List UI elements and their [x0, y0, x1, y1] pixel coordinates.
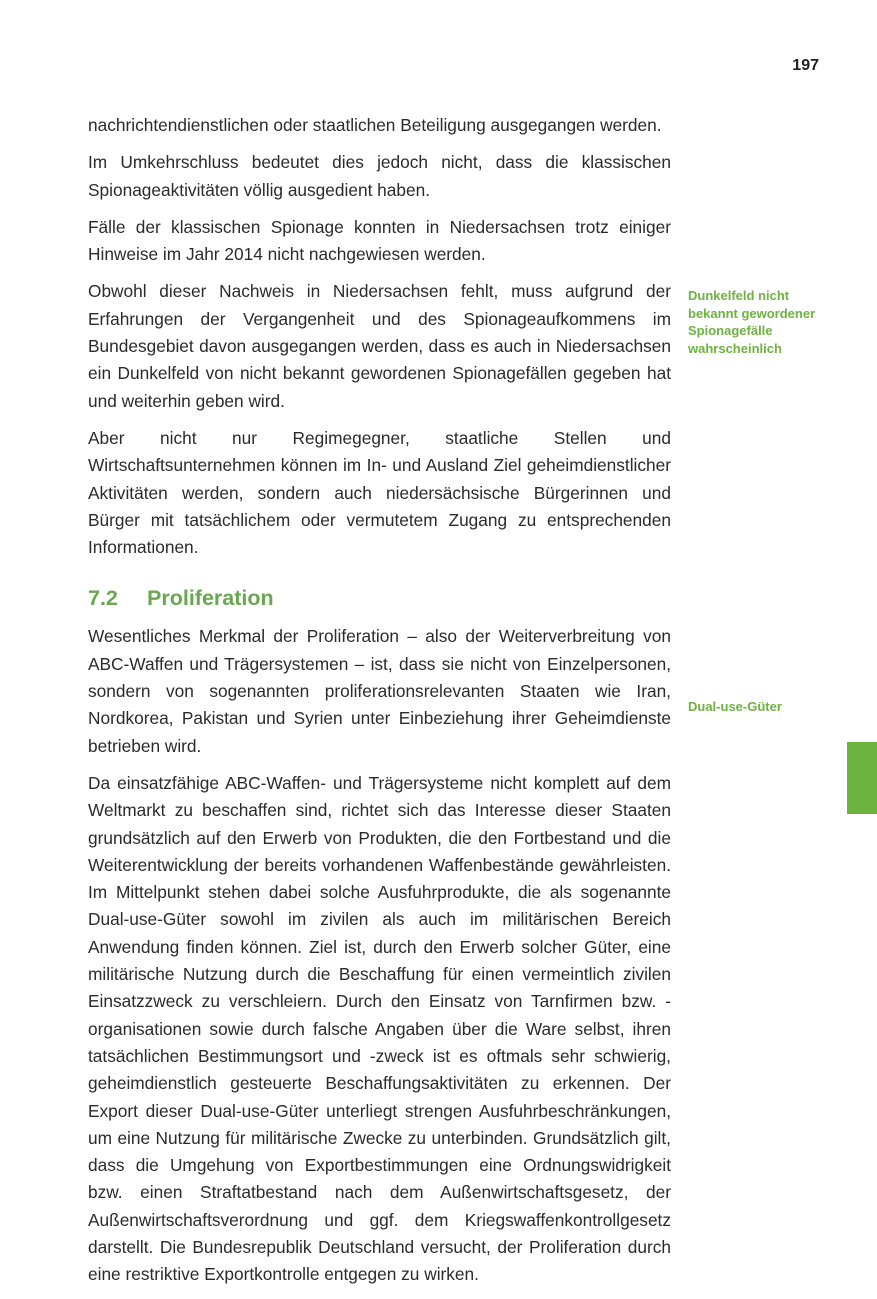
- paragraph: Obwohl dieser Nachweis in Niedersachsen fehlt, muss aufgrund der Erfahrungen der Vergangenheit und des Spionageaufkommens im Bundesgebiet davon ausgegangen werden, dass es auch in Niedersachsen ein Dunkelfeld von nicht bekannt gewordenen Spionagefällen gegeben hat und weiterhin geben wird.: [88, 281, 671, 411]
- section-title: Proliferation: [147, 586, 274, 611]
- page-number: 197: [792, 57, 819, 74]
- paragraph: Fälle der klassischen Spionage konnten in Niedersachsen trotz einiger Hinweise im Jahr 2014 nicht nachgewiesen werden.: [88, 216, 671, 265]
- paragraph: Da einsatzfähige ABC-Waffen- und Trägersysteme nicht komplett auf dem Weltmarkt zu beschaffen sind, richtet sich das Interesse dieser Staaten grundsätzlich auf den Erwerb von Produkten, die den Fortbestand und die Weiterentwicklung der bereits vorhandenen Waffenbestände gewährleisten. Im Mittelpunkt stehen dabei solche Ausfuhrprodukte, die als sogenannte Dual-use-Güter sowohl im zivilen als auch im militärischen Bereich Anwendung finden können. Ziel ist, durch den Erwerb solcher Güter, eine militärische Nutzung durch die Beschaffung für einen vermeintlich zivilen Einsatzzweck zu verschleiern. Durch den Einsatz von Tarnfirmen bzw. -organisationen sowie durch falsche Angaben über die Ware selbst, ihren tatsächlichen Bestimmungsort und -zweck ist es oftmals sehr schwierig, geheimdienstlich gesteuerte Beschaffungsaktivitäten zu erkennen. Der Export dieser Dual-use-Güter unterliegt strengen Ausfuhrbeschränkungen, um eine Nutzung für militärische Zwecke zu unterbinden. Grundsätzlich gilt, dass die Umgehung von Exportbestimmungen eine Ordnungswidrigkeit bzw. einen Straftatbestand nach dem Außenwirtschaftsgesetz, der Außenwirtschaftsverordnung und ggf. dem Kriegswaffenkontrollgesetz darstellt. Die Bundesrepublik Deutschland versucht, der Proliferation durch eine restriktive Exportkontrolle entgegen zu wirken.: [88, 772, 671, 1285]
- paragraph: Wesentliches Merkmal der Proliferation – also der Weiterverbreitung von ABC-Waffen und Trägersystemen – ist, dass sie nicht von Einzelpersonen, sondern von sogenannten proliferationsrelevanten Staaten wie Iran, Nordkorea, Pakistan und Syrien unter Einbeziehung ihrer Geheimdienste betrieben wird.: [88, 626, 671, 756]
- paragraph: nachrichtendienstlichen oder staatlichen Beteiligung ausgegangen werden.: [88, 115, 662, 135]
- margin-note-dual-use: Dual-use-Güter: [688, 699, 782, 714]
- section-heading: [88, 583, 671, 613]
- paragraph: Im Umkehrschluss bedeutet dies jedoch nicht, dass die klassischen Spionageaktivitäten völlig ausgedient haben.: [88, 152, 671, 200]
- section-number: 7.2: [88, 586, 118, 611]
- main-text-column: [88, 112, 671, 1299]
- chapter-thumb-tab: [847, 742, 877, 814]
- margin-note-dunkelfeld: Dunkelfeld nicht bekannt gewordener Spionagefälle wahrscheinlich: [688, 288, 816, 356]
- paragraph: Aber nicht nur Regimegegner, staatliche Stellen und Wirtschaftsunternehmen können im In- und Ausland Ziel geheimdienstlicher Aktivitäten werden, sondern auch niedersächsische Bürgerinnen und Bürger mit tatsächlichem oder vermutetem Zugang zu entsprechenden Informationen.: [88, 427, 671, 558]
